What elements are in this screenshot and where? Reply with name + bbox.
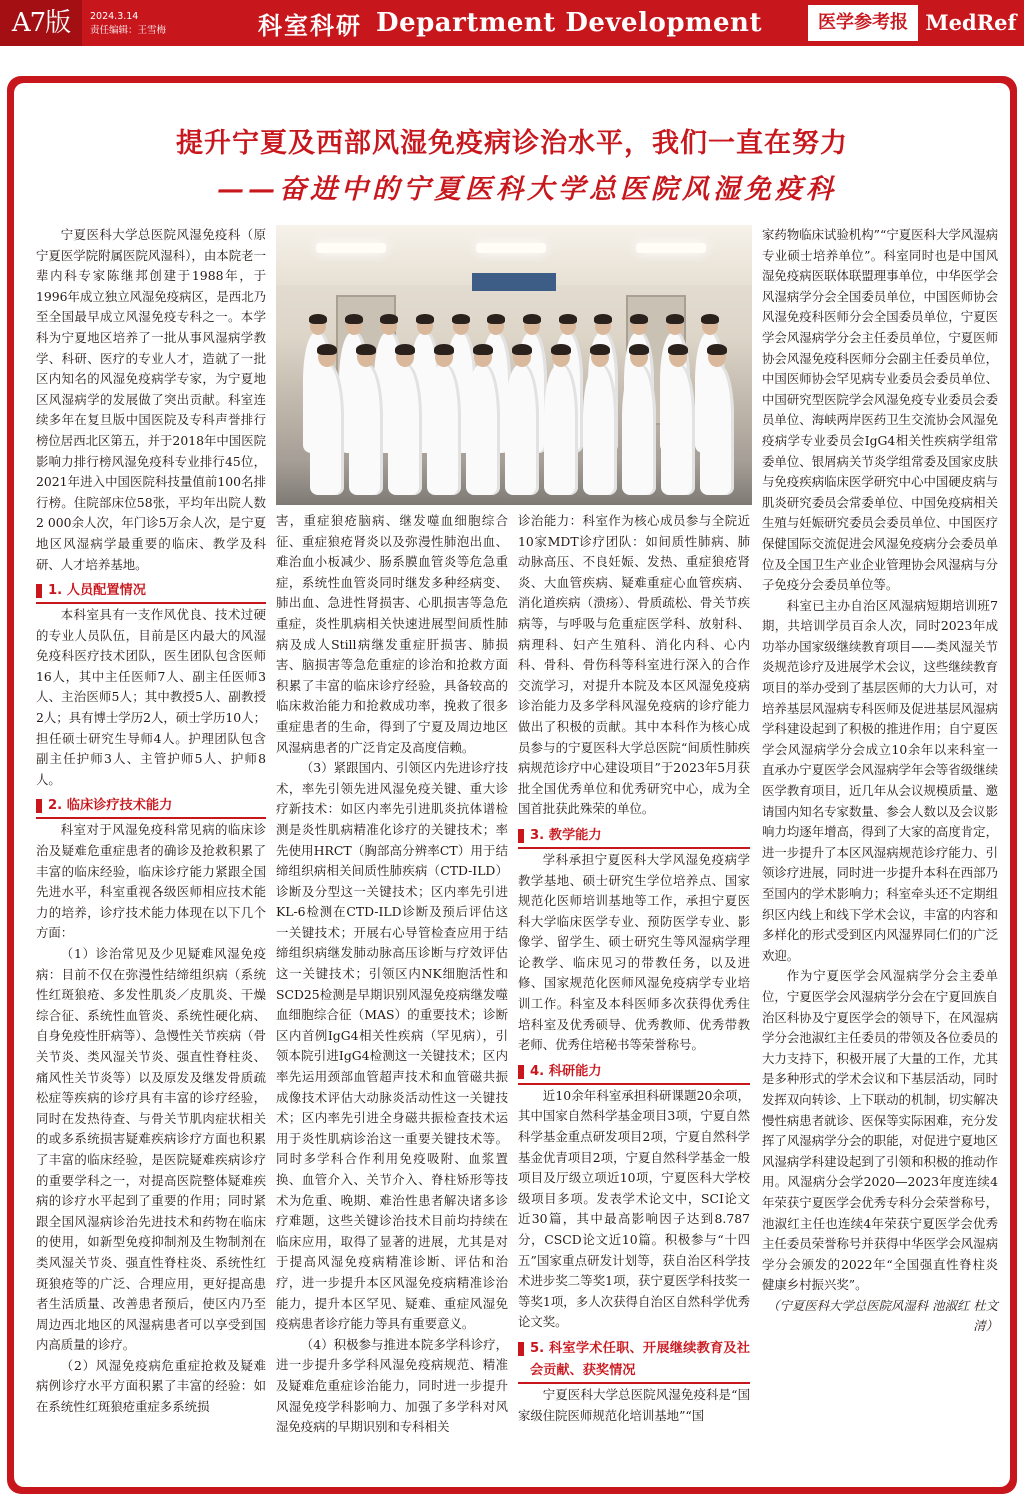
- article-column-3: [518, 511, 750, 1426]
- article-column-1: [36, 225, 266, 1418]
- photo-person: [427, 365, 461, 495]
- photo-person-hair: [707, 344, 727, 355]
- section-heading-staffing: 1. 人员配置情况: [36, 580, 266, 604]
- photo-person-hair: [395, 344, 415, 355]
- photo-light: [316, 243, 386, 253]
- clinical-paragraph-4: （3）紧跟国内、引领区内先进诊疗技术，率先引领先进风湿免疫关键、重大诊疗新技术：如区内率先引进肌炎抗体谱检测是炎性肌病精准化诊疗的关键技术；率先使用HRCT（胸部高分辨率CT）用于结缔组织病相关间质性肺疾病（CTD-ILD）诊断及分型这一关键技术；区内率先引进KL-6检测在CTD-ILD诊断及预后评估这一关键技术；开展右心导管检查应用于结缔组织病继发肺动脉高压诊断与疗效评估这一关键技术；引领区内NK细胞活性和SCD25检测是早期识别风湿免疫病继发噬血细胞综合征（MAS）的重要技术；诊断区内首例IgG4相关性疾病（罕见病），引领本院引进IgG4检测这一关键技术；区内率先运用颈部血管超声技术和血管磁共振成像技术评估大动脉炎活动性这一关键技术；区内率先引进全身磁共振检查技术运用于炎性肌病诊治这一重要关键技术等。同时多学科合作利用免疫吸附、血浆置换、血管介入、关节介入、脊柱矫形等技术为危重、晚期、难治性患者解决诸多诊疗难题，这些关键诊治技术目前均持续在临床应用，取得了显著的进展，尤其是对于提高风湿免疫病精准诊断、评估和治疗，进一步提升本区风湿免疫病精准诊治能力，提升本区罕见、疑难、重症风湿免疫病患者诊疗能力等具有重要意义。: [276, 760, 508, 1332]
- photo-person-hair: [512, 344, 532, 355]
- photo-person: [466, 365, 500, 495]
- staffing-paragraph: 本科室具有一支作风优良、技术过硬的专业人员队伍，目前是区内最大的风湿免疫科医疗技术团队，医生团队包含医师16人，其中主任医师7人、副主任医师3人、主治医师5人；其中教授5人、副教授2人；具有博士学历2人，硕士学历10人；担任硕士研究生导师4人。护理团队包含副主任护师3人、主管护师5人、护师8人。: [36, 607, 266, 787]
- photo-person: [622, 365, 656, 495]
- academic-paragraph-1-cont: 家药物临床试验机构”“宁夏医科大学风湿病专业硕士培养单位”。科室同时也是中国风湿免疫病医联体联盟理事单位，中华医学会风湿病学分会全国委员单位，中国医师协会风湿免疫科医师分会全国委员单位，宁夏医学会风湿病学分会主任委员单位，宁夏医师协会风湿免疫科医师分会副主任委员单位，中国医师协会罕见病专业委员会委员单位、中国研究型医院学会风湿免疫专业委员会委员单位、海峡两岸医药卫生交流协会风湿免疫病学专业委员会IgG4相关性疾病学组常委单位、银屑病关节炎学组常委及国家皮肤与免疫疾病临床医学研究中心中国硬皮病与肌炎研究委员会常委单位、中国免疫病相关生殖与妊娠研究委员会委员单位、中国医疗保健国际交流促进会风湿免疫病分会委员单位及全国卫生产业企业管理协会风湿病与分子免疫分会委员单位等。: [762, 227, 998, 593]
- photo-person-hair: [523, 314, 541, 324]
- photo-person-hair: [668, 344, 688, 355]
- photo-person-hair: [434, 344, 454, 355]
- photo-person-hair: [701, 314, 719, 324]
- group-photo-icon: [276, 225, 752, 505]
- photo-person: [661, 365, 695, 495]
- clinical-paragraph-2: （1）诊治常见及少见疑难风湿免疫病：目前不仅在弥漫性结缔组织病（系统性红斑狼疮、多发性肌炎／皮肌炎、干燥综合征、系统性血管炎、系统性硬化病、自身免疫性肝病等）、急慢性关节疾病（骨关节炎、类风湿关节炎、强直性脊柱炎、痛风性关节炎等）以及原发及继发骨质疏松症等疾病的诊疗具有丰富的诊疗经验，同时在发热待查、与骨关节肌肉症状相关的或多系统损害疑难疾病诊疗方面也积累了丰富的临床经验，是医院疑难疾病诊疗的重要学科之一，对提高医院整体疑难疾病的诊疗水平起到了重要的作用；同时紧跟全国风湿病诊治先进技术和药物在临床的使用，如新型免疫抑制剂及生物制剂在类风湿关节炎、强直性脊柱炎、系统性红斑狼疮等的广泛、合理应用，更好提高患者生活质量、改善患者预后，使区内乃至周边西北地区的风湿病患者可以享受到国内高质量的诊疗。: [36, 946, 266, 1353]
- article-panel: [14, 83, 1010, 1487]
- photo-people: [286, 277, 742, 477]
- section-title-cn: 科室科研: [258, 11, 363, 40]
- photo-person-hair: [551, 344, 571, 355]
- clinical-paragraph-5: （4）积极参与推进本院多学科诊疗，进一步提升多学科风湿免疫病规范、精准及疑难危重症诊治能力，同时进一步提升风湿免疫学科影响力、加强了多学科对风湿免疫病的早期识别和专科相关: [276, 1336, 508, 1435]
- photo-person: [544, 365, 578, 495]
- photo-person-hair: [380, 314, 398, 324]
- photo-person-hair: [629, 344, 649, 355]
- photo-person-hair: [356, 344, 376, 355]
- clinical-paragraph-3: （2）风湿免疫病危重症抢救及疑难病例诊疗水平方面积累了丰富的经验：如在系统性红斑狼疮重症多系统损: [36, 1357, 266, 1415]
- photo-person-hair: [590, 344, 610, 355]
- article-signature: （宁夏医科大学总医院风湿科 池淑红 杜文清）: [767, 1297, 998, 1334]
- photo-person-hair: [630, 314, 648, 324]
- article-subhead: ——奋进中的宁夏医科大学总医院风湿免疫科: [217, 174, 837, 205]
- academic-paragraph-3: 作为宁夏医学会风湿病学分会主委单位，宁夏医学会风湿病学分会在宁夏回族自治区科协及宁夏医学会的领导下，在风湿病学分会池淑红主任委员的带领及各位委员的大力支持下，积极开展了大量的工作，尤其是多种形式的学术会议和下基层活动，同时发挥双向转诊、上下联动的机制，切实解决慢性病患者就诊、医保等实际困难，充分发挥了风湿病学分会的职能，对促进宁夏地区风湿病学科建设起到了引领和积极的推动作用。风湿病分会学2020—2023年度连续4年荣获宁夏医学会优秀专科分会荣誉称号，池淑红主任也连续4年荣获宁夏医学会优秀主任委员荣誉称号并获得中华医学会风湿病学分会颁发的2022年“全国强直性脊柱炎健康乡村振兴奖”。: [762, 968, 998, 1293]
- photo-person-hair: [317, 344, 337, 355]
- photo-person-hair: [416, 314, 434, 324]
- article-headline: 提升宁夏及西部风湿免疫病诊治水平，我们一直在努力: [176, 128, 848, 159]
- photo-person: [349, 365, 383, 495]
- photo-person: [700, 365, 734, 495]
- photo-person-hair: [345, 314, 363, 324]
- intro-paragraph: 宁夏医科大学总医院风湿免疫科（原宁夏医学院附属医院风湿科），由本院老一辈内科专家陈继邦创建于1988年，于1996年成立独立风湿免疫病区，是西北乃至全国最早成立风湿免疫专科之一。本学科为宁夏地区培养了一批从事风湿病学教学、科研、医疗的专业人才，造就了一批区内知名的风湿免疫病学专家，为宁夏地区风湿病学的发展做了突出贡献。科室连续多年在复旦版中国医院及专科声誉排行榜位居西北区第五，并于2018年中国医院影响力排行榜风湿免疫科专业排行45位，2021年进入中国医院科技量值前100名排行榜。住院部床位58张，平均年出院人数2 000余人次，年门诊5万余人次，是宁夏地区风湿病学最重要的临床、教学及科研、人才培养基地。: [36, 227, 266, 572]
- photo-person: [505, 365, 539, 495]
- article-column-2: [276, 511, 508, 1438]
- brand-logo-en: MedRef: [925, 10, 1017, 35]
- photo-person: [583, 365, 617, 495]
- photo-person-hair: [666, 314, 684, 324]
- photo-person-hair: [594, 314, 612, 324]
- photo-person-hair: [309, 314, 327, 324]
- academic-paragraph-2: 科室已主办自治区风湿病短期培训班7期，共培训学员百余人次，同时2023年成功举办国家级继续教育项目——类风湿关节炎规范诊疗及进展学术会议，这些继续教育项目的举办受到了基层医师的大力认可，对培养基层风湿病专科医师及促进基层风湿病学科建设起到了积极的推进作用；自宁夏医学会风湿病学分会成立10余年以来科室一直承办宁夏医学会风湿病学年会等省级继续医学教育项目，近几年从会议规模质量、邀请国内知名专家数量、参会人数以及会议影响力均逐年增高，得到了大家的高度肯定，进一步提升了本区风湿病规范诊疗能力、引领诊疗进展，同时进一步提升本科在西部乃至国内的学术影响力；科室牵头还不定期组织区内线上和线下学术会议，丰富的内容和多样化的形式受到区内风湿界同仁们的广泛欢迎。: [762, 597, 998, 963]
- photo-person: [388, 365, 422, 495]
- brand-logo-cn: 医学参考报: [808, 5, 918, 41]
- section-heading-teaching: 3. 教学能力: [518, 825, 750, 849]
- clinical-paragraph-3-cont: 害，重症狼疮脑病、继发噬血细胞综合征、重症狼疮肾炎以及弥漫性肺泡出血、难治血小板减少、肠系膜血管炎等危急重症，系统性血管炎同时继发多种经病变、肺出血、急进性肾损害、心肌损害等急危重症，炎性肌病相关快速进展型间质性肺病及成人Still病继发重症肝损害、肺损害、脑损害等急危重症的诊治和抢救方面积累了丰富的临床诊疗经验，具备较高的临床救治能力和抢救成功率，挽救了很多重症患者的生命，得到了宁夏及周边地区风湿病患者的广泛肯定及高度信赖。: [276, 513, 508, 755]
- page-header: [0, 0, 1024, 46]
- academic-paragraph-1: 宁夏医科大学总医院风湿免疫科是“国家级住院医师规范化培训基地”“国: [518, 1386, 750, 1423]
- research-paragraph: 近10余年科室承担科研课题20余项，其中国家自然科学基金项目3项，宁夏自然科学基金重点研发项目2项，宁夏自然科学基金优青项目2项，宁夏自然科学基金一般项目及厅级立项近10项，宁夏医科大学校级项目多项。发表学术论文中，SCI论文近30篇，其中最高影响因子达到8.787分，CSCD论文近10篇。积极参与“十四五”国家重点研发计划等，获自治区科学技术进步奖二等奖1项，获宁夏医学科技奖一等奖1项，多人次获得自治区自然科学优秀论文奖。: [518, 1087, 750, 1330]
- clinical-paragraph-1: 科室对于风湿免疫科常见病的临床诊治及疑难危重症患者的确诊及抢救积累了丰富的临床经验，临床诊疗能力紧跟全国先进水平，科室重视各级医师相应技术能力的培养，诊疗技术能力体现在以下几个方面：: [36, 822, 266, 941]
- editor-credit: 责任编辑：王雪梅: [90, 25, 167, 36]
- edition-label: A7版: [0, 0, 82, 46]
- section-heading-clinical: 2. 临床诊疗技术能力: [36, 795, 266, 819]
- teaching-paragraph: 学科承担宁夏医科大学风湿免疫病学教学基地、硕士研究生学位培养点、国家规范化医师培训基地等工作，承担宁夏医科大学临床医学专业、预防医学专业、影像学、留学生、硕士研究生等风湿病学理论教学、临床见习的带教任务，以及进修、国家规范化医师风湿免疫病学专业培训工作。科室及本科医师多次获得优秀住培科室及优秀硕导、优秀教师、优秀带教老师、优秀住培秘书等荣誉称号。: [518, 851, 750, 1053]
- section-heading-research: 4. 科研能力: [518, 1061, 750, 1085]
- clinical-paragraph-5-cont: 诊治能力：科室作为核心成员参与全院近10家MDT诊疗团队：如间质性肺病、肺动脉高压、不良妊娠、发热、重症狼疮肾炎、大血管疾病、疑难重症心血管疾病、消化道疾病（溃疡）、骨质疏松、骨关节疾病等，与呼吸与危重症医学科、放射科、病理科、妇产生殖科、消化内科、心内科、骨科、骨伤科等科室进行深入的合作交流学习，对提升本院及本区风湿免疫病诊治能力及多学科风湿免疫病的诊疗能力做出了积极的贡献。其中本科作为核心成员参与的宁夏医科大学总医院“间质性肺疾病规范诊疗中心建设项目”于2023年5月获批全国优秀单位和优秀研究中心，成为全国首批获此殊荣的单位。: [518, 513, 750, 817]
- issue-date: 2024.3.14: [90, 11, 139, 22]
- issue-meta: [82, 0, 212, 46]
- section-title-en: Department Development: [376, 8, 762, 38]
- section-heading-academic: 5. 科室学术任职、开展继续教育及社会贡献、获奖情况: [518, 1338, 750, 1384]
- photo-light: [636, 243, 706, 253]
- photo-person-hair: [473, 344, 493, 355]
- article-column-4: [762, 225, 998, 1337]
- photo-person-hair: [487, 314, 505, 324]
- photo-person-hair: [452, 314, 470, 324]
- section-title: [212, 0, 808, 46]
- photo-light: [476, 243, 546, 253]
- photo-person: [310, 365, 344, 495]
- article-frame: [7, 76, 1017, 1494]
- photo-person-hair: [559, 314, 577, 324]
